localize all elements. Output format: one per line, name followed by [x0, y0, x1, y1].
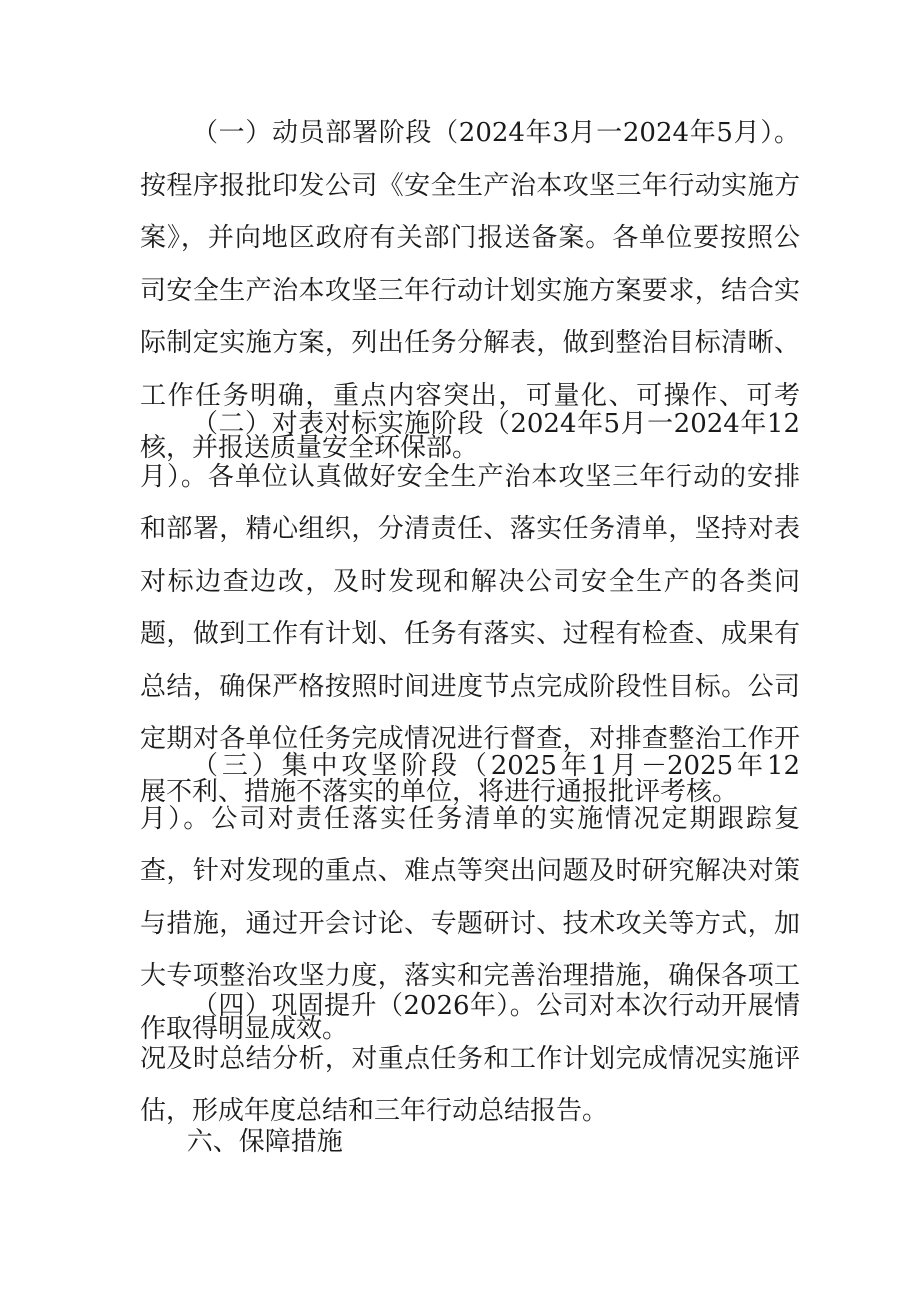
section-heading-safeguard-measures: 六、保障措施: [186, 1127, 343, 1157]
paragraph-consolidation-stage: （四）巩固提升（2026年）。公司对本次行动开展情况及时总结分析，对重点任务和工作计划完成情况实施评估，形成年度总结和三年行动总结报告。: [140, 991, 800, 1126]
paragraph-implementation-stage: （二）对表对标实施阶段（2024年5月一2024年12月）。各单位认真做好安全生产治本攻坚三年行动的安排和部署，精心组织，分清责任、落实任务清单，坚持对表对标边查边改，及时发现和解决公司安全生产的各类问题，做到工作有计划、任务有落实、过程有检查、成果有总结，确保严格按照时间进度节点完成阶段性目标。公司定期对各单位任务完成情况进行督查，对排查整治工作开展不利、措施不落实的单位，将进行通报批评考核。: [140, 409, 800, 807]
paragraph-concentrated-tackling-stage: （三）集中攻坚阶段（2025年1月－2025年12月）。公司对责任落实任务清单的实施情况定期跟踪复查，针对发现的重点、难点等突出问题及时研究解决对策与措施，通过开会讨论、专题研讨、技术攻关等方式，加大专项整治攻坚力度，落实和完善治理措施，确保各项工作取得明显成效。: [140, 751, 800, 1044]
paragraph-mobilization-stage: （一）动员部署阶段（2024年3月一2024年5月）。按程序报批印发公司《安全生产治本攻坚三年行动实施方案》，并向地区政府有关部门报送备案。各单位要按照公司安全生产治本攻坚三年行动计划实施方案要求，结合实际制定实施方案，列出任务分解表，做到整治目标清晰、工作任务明确，重点内容突出，可量化、可操作、可考核，并报送质量安全环保部。: [140, 118, 800, 463]
